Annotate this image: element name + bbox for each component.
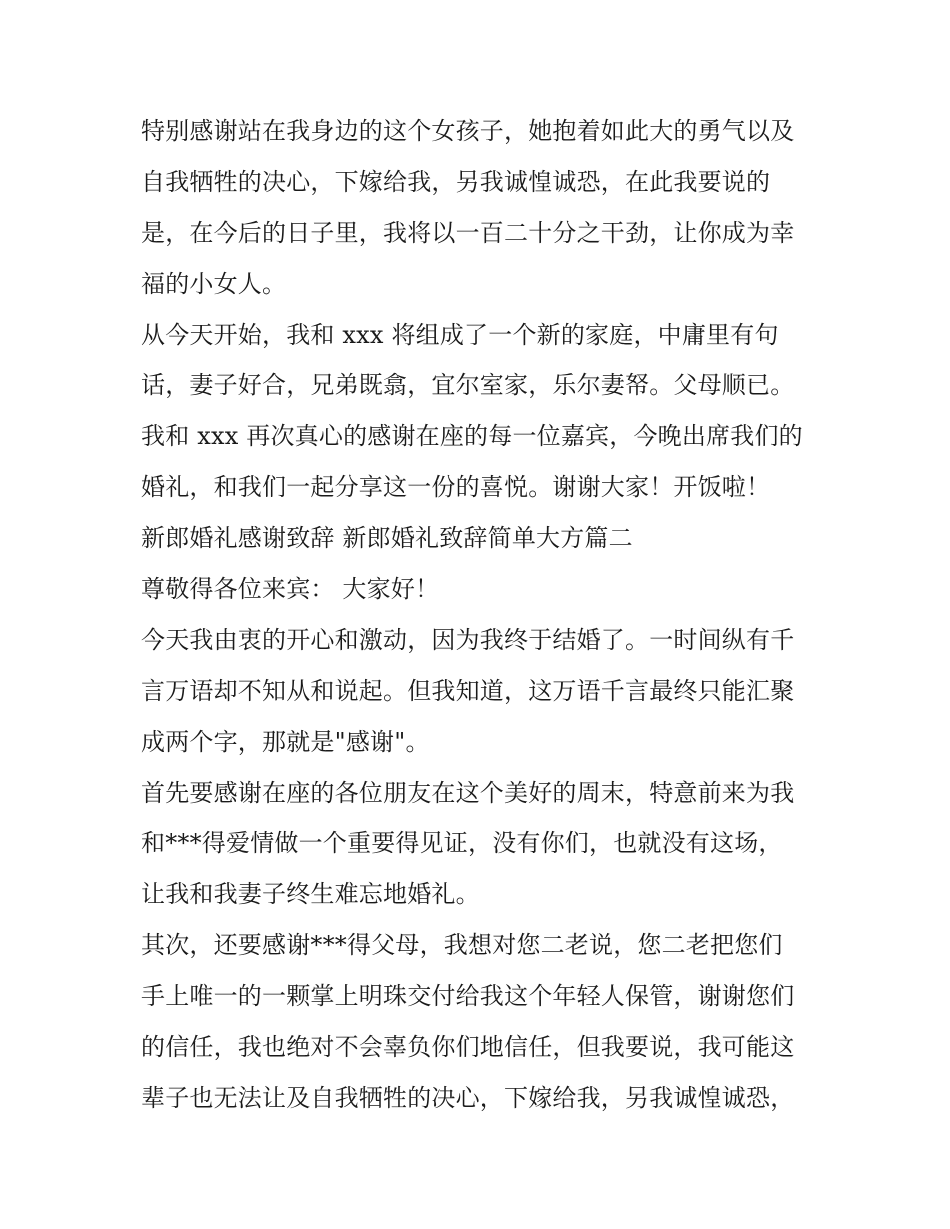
salutation-line: 尊敬得各位来宾： 大家好！ (141, 575, 440, 604)
text-line: 特别感谢站在我身边的这个女孩子，她抱着如此大的勇气以及 (141, 117, 795, 145)
text-line: 是，在今后的日子里，我将以一百二十分之干劲，让你成为幸 (141, 218, 795, 247)
text-line: 成两个字，那就是"感谢"。 (141, 727, 430, 756)
text-line: 的信任，我也绝对不会辜负你们地信任，但我要说，我可能这 (141, 1033, 795, 1062)
text-line: 让我和我妻子终生难忘地婚礼。 (141, 880, 480, 909)
document-body (141, 106, 821, 1124)
text-line: 自我牺牲的决心，下嫁给我，另我诚惶诚恐，在此我要说的 (141, 167, 771, 196)
section-heading: 新郎婚礼感谢致辞 新郎婚礼致辞简单大方篇二 (141, 524, 633, 553)
text-line: 辈子也无法让及自我牺牲的决心，下嫁给我，另我诚惶诚恐， (141, 1083, 795, 1112)
text-line: 从今天开始，我和 xxx 将组成了一个新的家庭，中庸里有句 (141, 320, 779, 349)
text-line: 话，妻子好合，兄弟既翕，宜尔室家，乐尔妻帑。父母顺已。 (141, 371, 795, 400)
text-line: 其次，还要感谢***得父母，我想对您二老说，您二老把您们 (141, 931, 783, 960)
text-line: 我和 xxx 再次真心的感谢在座的每一位嘉宾，今晚出席我们的 (141, 422, 803, 451)
text-line: 今天我由衷的开心和激动，因为我终于结婚了。一时间纵有千 (141, 625, 795, 654)
text-line: 手上唯一的一颗掌上明珠交付给我这个年轻人保管，谢谢您们 (141, 982, 795, 1011)
text-line: 婚礼，和我们一起分享这一份的喜悦。谢谢大家！开饭啦！ (141, 473, 771, 502)
text-line: 福的小女人。 (141, 269, 287, 298)
text-line: 言万语却不知从和说起。但我知道，这万语千言最终只能汇聚 (141, 676, 795, 705)
text-line: 和***得爱情做一个重要得见证，没有你们，也就没有这场， (141, 829, 783, 858)
text-line: 首先要感谢在座的各位朋友在这个美好的周末，特意前来为我 (141, 778, 795, 807)
